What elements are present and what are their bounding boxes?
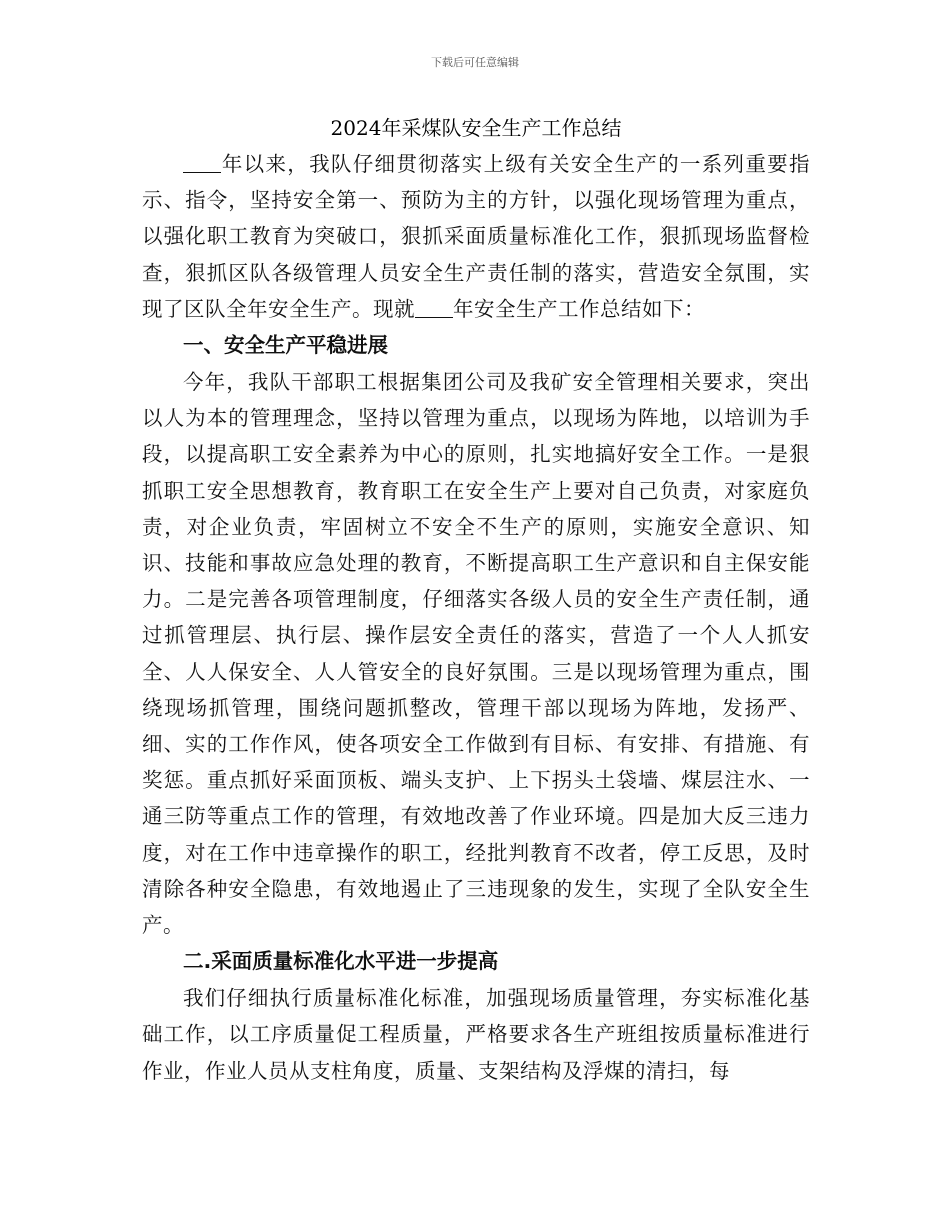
year-blank <box>183 152 221 174</box>
year-blank <box>415 296 453 318</box>
document-title: 2024年采煤队安全生产工作总结 <box>330 116 622 140</box>
document-body <box>142 110 810 1089</box>
section-1-heading: 一、安全生产平稳进展 <box>183 333 388 358</box>
section-1-body: 今年，我队干部职工根据集团公司及我矿安全管理相关要求，突出以人为本的管理理念，坚持以管理为重点，以现场为阵地，以培训为手段，以提高职工安全素养为中心的原则，扎实地搞好安全工作。一是狠抓职工安全思想教育，教育职工在安全生产上要对自己负责，对家庭负责，对企业负责，牢固树立不安全不生产的原则，实施安全意识、知识、技能和事故应急处理的教育，不断提高职工生产意识和自主保安能力。二是完善各项管理制度，仔细落实各级人员的安全生产责任制，通过抓管理层、执行层、操作层安全责任的落实，营造了一个人人抓安全、人人保安全、人人管安全的良好氛围。三是以现场管理为重点，围绕现场抓管理，围绕问题抓整改，管理干部以现场为阵地，发扬严、细、实的工作作风，使各项安全工作做到有目标、有安排、有措施、有奖惩。重点抓好采面顶板、端头支护、上下拐头土袋墙、煤层注水、一通三防等重点工作的管理，有效地改善了作业环境。四是加大反三违力度，对在工作中违章操作的职工，经批判教育不改者，停工反思，及时清除各种安全隐患，有效地遏止了三违现象的发生，实现了全队安全生产。 <box>142 370 810 938</box>
section-2-body: 我们仔细执行质量标准化标准，加强现场质量管理，夯实标准化基础工作，以工序质量促工程质量，严格要求各生产班组按质量标准进行作业，作业人员从支柱角度，质量、支架结构及浮煤的清扫，每 <box>142 986 810 1083</box>
section-2-heading: 二.采面质量标准化水平进一步提高 <box>183 949 499 974</box>
intro-paragraph <box>142 146 810 327</box>
intro-text-2: 年安全生产工作总结如下： <box>453 296 705 321</box>
intro-text-1: 年以来，我队仔细贯彻落实上级有关安全生产的一系列重要指示、指令，坚持安全第一、预防为主的方针，以强化现场管理为重点，以强化职工教育为突破口，狠抓采面质量标准化工作，狠抓现场监督检查，狠抓区队各级管理人员安全生产责任制的落实，营造安全氛围，实现了区队全年安全生产。现就 <box>142 152 810 321</box>
header-note: 下载后可任意编辑 <box>431 56 519 69</box>
